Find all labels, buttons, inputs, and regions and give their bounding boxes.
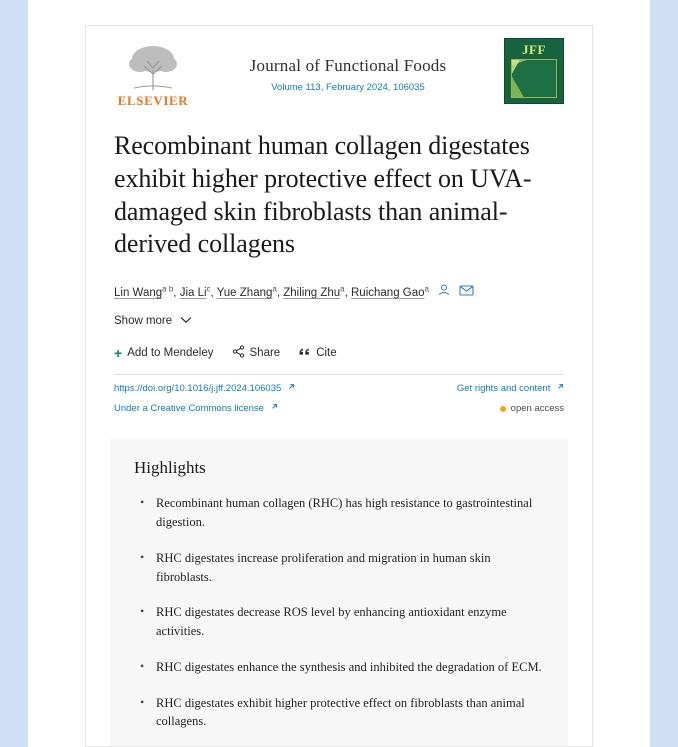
envelope-icon[interactable] — [459, 283, 474, 303]
show-more-label: Show more — [114, 315, 173, 328]
author-affiliation: a — [272, 284, 277, 294]
doi-row — [114, 383, 564, 394]
share-button[interactable] — [232, 345, 281, 361]
open-access-label: open access — [510, 403, 564, 415]
page-title: Recombinant human collagen digestates exhibit higher protective effect on UVA-damaged skin fibroblasts than animal-derived collagens — [114, 131, 532, 259]
doi-link[interactable]: https://doi.org/10.1016/j.jff.2024.106035 — [114, 383, 295, 394]
add-to-mendeley-button[interactable] — [114, 346, 214, 360]
author-separator: , — [344, 287, 348, 300]
show-more-authors-button[interactable] — [114, 315, 564, 327]
plus-icon: + — [114, 345, 123, 362]
chevron-down-icon — [180, 315, 192, 327]
list-item: • RHC digestates decrease ROS level by enhancing antioxidant enzyme activities. — [134, 603, 544, 641]
article-card — [85, 25, 593, 747]
journal-header — [114, 26, 564, 106]
author-separator: , — [276, 287, 281, 300]
author-affiliation: a b — [162, 284, 174, 294]
author-separator: , — [173, 287, 177, 300]
cite-button[interactable] — [298, 345, 336, 361]
author-affiliation: a — [424, 284, 429, 294]
cite-label: Cite — [316, 347, 337, 360]
open-access-badge — [500, 403, 564, 414]
highlights-heading: Highlights — [134, 458, 206, 478]
elsevier-logo[interactable] — [114, 38, 192, 109]
divider — [114, 374, 564, 375]
author-affiliation: c — [206, 284, 211, 294]
journal-cover-label: JFF — [522, 42, 546, 57]
license-row — [114, 403, 564, 414]
get-rights-and-content-link[interactable]: Get rights and content — [457, 383, 564, 394]
journal-volume-info[interactable]: Volume 113, February 2024, 106035 — [271, 82, 425, 93]
page-background — [28, 0, 650, 747]
author-separator: , — [210, 287, 214, 300]
elsevier-tree-icon — [120, 40, 186, 92]
author-link[interactable]: Jia Li — [179, 287, 207, 300]
journal-title[interactable]: Journal of Functional Foods — [249, 56, 447, 75]
journal-cover-artwork — [511, 59, 557, 98]
external-link-icon — [287, 383, 295, 394]
quote-icon — [298, 345, 311, 361]
elsevier-wordmark: ELSEVIER — [117, 93, 189, 108]
author-affiliation: a — [340, 284, 345, 294]
author-link[interactable]: Ruichang Gao — [351, 287, 425, 300]
share-label: Share — [249, 347, 281, 360]
list-item: • RHC digestates increase proliferation and migration in human skin fibroblasts. — [134, 549, 544, 587]
person-icon[interactable] — [437, 283, 451, 303]
list-item: • Recombinant human collagen (RHC) has high resistance to gastrointestinal digestion. — [134, 494, 544, 532]
creative-commons-license-link[interactable]: Under a Creative Commons license — [114, 403, 278, 414]
author-link[interactable]: Zhiling Zhu — [283, 287, 341, 300]
author-link[interactable]: Yue Zhang — [216, 287, 273, 300]
journal-cover-image[interactable] — [504, 38, 564, 104]
list-item: • RHC digestates exhibit higher protective effect on fibroblasts than animal collagens. — [134, 694, 544, 732]
highlights-list — [134, 494, 544, 731]
author-list — [114, 283, 564, 303]
highlights-section — [110, 438, 568, 747]
share-icon — [232, 345, 245, 361]
author-link[interactable]: Lin Wang — [114, 287, 163, 300]
open-access-dot-icon — [500, 406, 506, 412]
external-link-icon — [270, 403, 278, 414]
list-item: • RHC digestates enhance the synthesis and inhibited the degradation of ECM. — [134, 658, 544, 677]
add-to-mendeley-label: Add to Mendeley — [127, 347, 214, 360]
journal-info — [192, 38, 504, 93]
external-link-icon — [556, 383, 564, 394]
article-actions — [114, 345, 564, 361]
